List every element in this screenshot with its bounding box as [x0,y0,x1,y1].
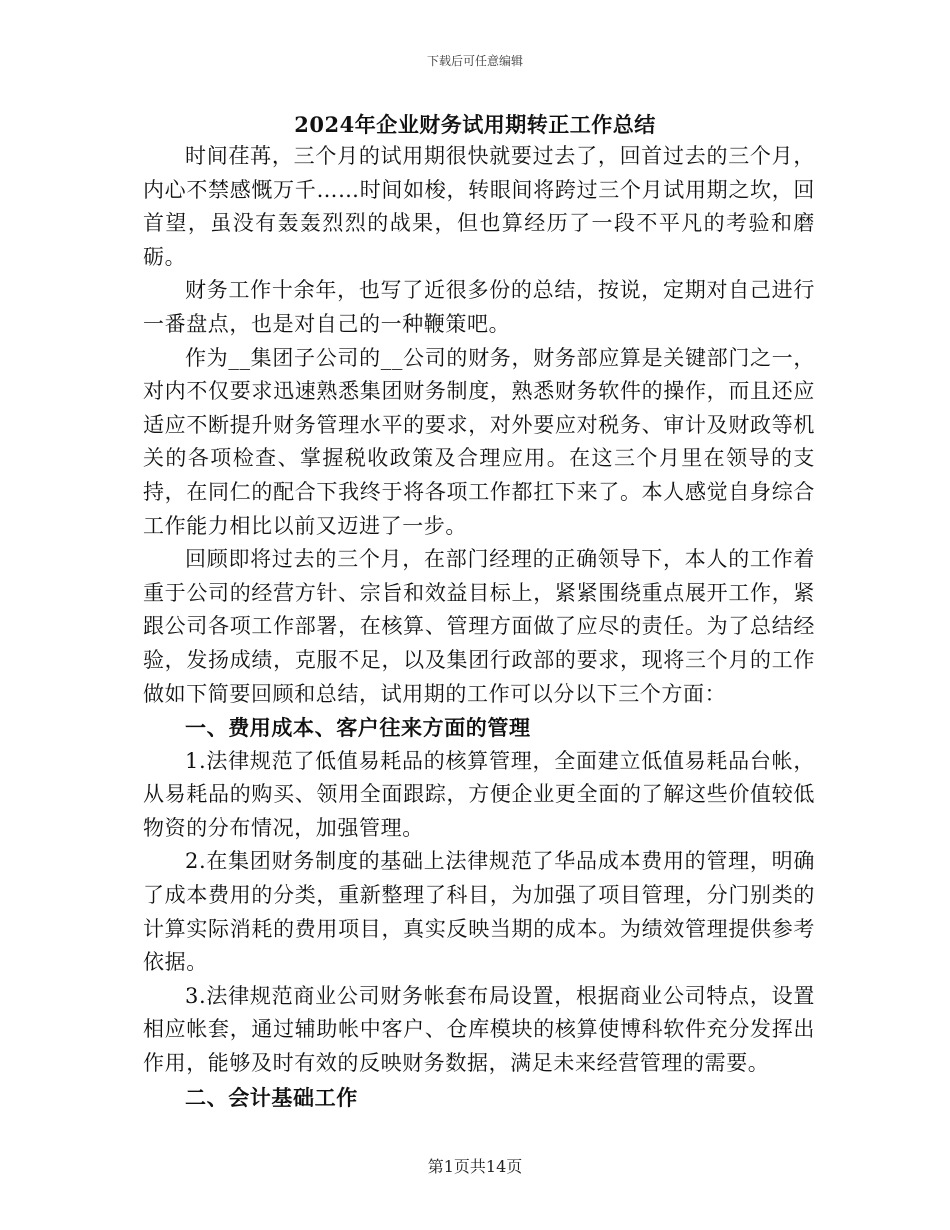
paragraph: 作为__集团子公司的__公司的财务，财务部应算是关键部门之一，对内不仅要求迅速熟悉集团财务制度，熟悉财务软件的操作，而且还应适应不断提升财务管理水平的要求，对外要应对税务、审计及财政等机关的各项检查、掌握税收政策及合理应用。在这三个月里在领导的支持，在同仁的配合下我终于将各项工作都扛下来了。本人感觉自身综合工作能力相比以前又迈进了一步。 [143,345,815,538]
section-heading: 一、费用成本、客户往来方面的管理 [185,715,531,741]
header-note: 下载后可任意编辑 [426,54,523,68]
list-item: 3.法律规范商业公司财务帐套布局设置，根据商业公司特点，设置相应帐套，通过辅助帐中客户、仓库模块的核算使博科软件充分发挥出作用，能够及时有效的反映财务数据，满足未来经营管理的需要。 [143,983,815,1076]
list-item: 2.在集团财务制度的基础上法律规范了华品成本费用的管理，明确了成本费用的分类，重新整理了科目，为加强了项目管理，分门别类的计算实际消耗的费用项目，真实反映当期的成本。为绩效管理提供参考依据。 [143,849,815,975]
page-number: 第1页共14页 [427,1157,523,1176]
paragraph: 回顾即将过去的三个月，在部门经理的正确领导下，本人的工作着重于公司的经营方针、宗旨和效益目标上，紧紧围绕重点展开工作，紧跟公司各项工作部署，在核算、管理方面做了应尽的责任。为了总结经验，发扬成绩，克服不足，以及集团行政部的要求，现将三个月的工作做如下简要回顾和总结，试用期的工作可以分以下三个方面： [143,547,815,706]
paragraph: 财务工作十余年，也写了近很多份的总结，按说，定期对自己进行一番盘点，也是对自己的一种鞭策吧。 [143,278,815,336]
paragraph: 时间荏苒，三个月的试用期很快就要过去了，回首过去的三个月，内心不禁感慨万千……时间如梭，转眼间将跨过三个月试用期之坎，回首望，虽没有轰轰烈烈的战果，但也算经历了一段不平凡的考验和磨砺。 [143,144,815,269]
list-item: 1.法律规范了低值易耗品的核算管理，全面建立低值易耗品台帐，从易耗品的购买、领用全面跟踪，方便企业更全面的了解这些价值较低物资的分布情况，加强管理。 [143,748,815,840]
document-title: 2024年企业财务试用期转正工作总结 [294,112,656,137]
section-heading: 二、会计基础工作 [185,1084,358,1110]
document-body [143,140,815,1114]
